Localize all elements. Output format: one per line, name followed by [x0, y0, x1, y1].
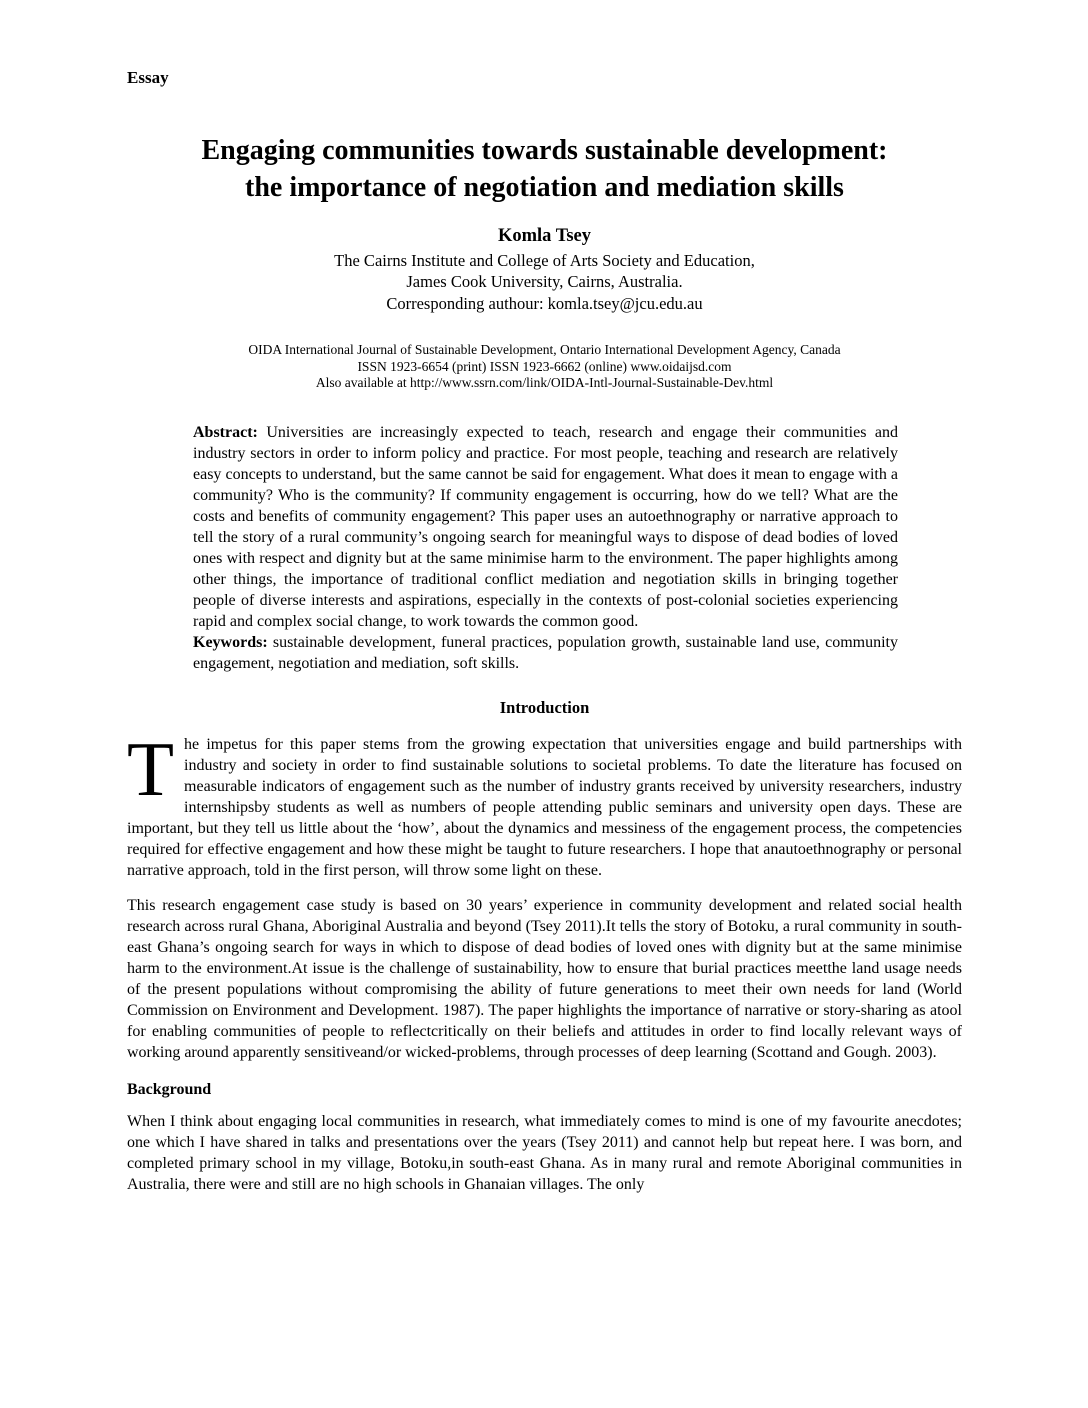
abstract-text: Universities are increasingly expected to teach, research and engage their communities and industry sectors in order to inform policy and practice. For most people, teaching and research are relatively easy concepts to understand, but the same cannot be said for engagement. What does it mean to engage with a community? Who is the community? If community engagement is occurring, how do we tell? What are the costs and benefits of community engagement? This paper uses an autoethnography or narrative approach to tell the story of a rural community’s ongoing search for meaningful ways to dispose of dead bodies of loved ones with respect and dignity but at the same minimise harm to the environment. The paper highlights among other things, the importance of traditional conflict mediation and negotiation skills in bringing together people of diverse interests and aspirations, especially in the contexts of post-colonial societies experiencing rapid and complex social change, to work towards the common good.	[193, 423, 898, 630]
abstract-label: Abstract:	[193, 423, 258, 441]
introduction-heading: Introduction	[499, 697, 590, 717]
abstract-section	[193, 422, 898, 674]
journal-issn-line: ISSN 1923-6654 (print) ISSN 1923-6662 (online) www.oidaijsd.com	[357, 358, 732, 374]
corresponding-author-line: Corresponding authour: komla.tsey@jcu.edu.au	[386, 293, 703, 313]
keywords-text: sustainable development, funeral practices, population growth, sustainable land use, community engagement, negotiation and mediation, soft skills.	[193, 633, 898, 672]
author-block	[127, 226, 962, 314]
dropcap-letter: T	[127, 725, 175, 812]
affiliation-line2: James Cook University, Cairns, Australia.	[406, 272, 683, 291]
keywords-label: Keywords:	[193, 633, 268, 651]
background-heading: Background	[127, 1080, 212, 1098]
journal-name-line: OIDA International Journal of Sustainable Development, Ontario International Development Agency, Canada	[248, 342, 841, 357]
journal-availability-line: Also available at http://www.ssrn.com/link/OIDA-Intl-Journal-Sustainable-Dev.html	[315, 375, 774, 390]
abstract-paragraph	[193, 422, 898, 632]
category-label: Essay	[127, 68, 169, 87]
introduction-paragraph-2: This research engagement case study is based on 30 years’ experience in community development and related social health research across rural Ghana, Aboriginal Australia and beyond (Tsey 2011).It tells the story of Botoku, a rural community in south-east Ghana’s ongoing search for ways in which to dispose of dead bodies of loved ones with dignity but at the same minimise harm to the environment.At issue is the challenge of sustainability, how to ensure that burial practices meetthe land usage needs of the present populations without compromising the ability of future generations to meet their own needs for land (World Commission on Environment and Development. 1987). The paper highlights the importance of narrative or story-sharing as atool for enabling communities of people to reflectcritically on their beliefs and attitudes in order to find locally relevant ways of working around apparently sensitiveand/or wicked-problems, through processes of deep learning (Scottand and Gough. 2003).	[127, 896, 962, 1061]
background-paragraph-1: When I think about engaging local communities in research, what immediately comes to mind is one of my favourite anecdotes; one which I have shared in talks and presentations over the years (Tsey 2011) and cannot help but repeat here. I was born, and completed primary school in my village, Botoku,in south-east Ghana. As in many rural and remote Aboriginal communities in Australia, there were and still are no high schools in Ghanaian villages. The only	[127, 1112, 962, 1193]
paper-title-line2: the importance of negotiation and mediation skills	[245, 172, 844, 203]
journal-info-block	[127, 342, 962, 392]
paper-title-line1: Engaging communities towards sustainable development:	[201, 135, 888, 166]
keywords-paragraph	[193, 632, 898, 674]
paper-title	[127, 132, 962, 206]
author-name: Komla Tsey	[497, 226, 592, 246]
introduction-paragraph-1	[127, 725, 962, 881]
introduction-paragraph-1-text: he impetus for this paper stems from the growing expectation that universities engage and build partnerships with industry and society in order to find sustainable solutions to societal problems. To date the literature has focused on measurable indicators of engagement such as the number of industry grants received by university researchers, industry internshipsby students as well as numbers of people attending public seminars and university open days. These are important, but they tell us little about the ‘how’, about the dynamics and messiness of the engagement process, the competencies required for effective engagement and how these might be taught to future researchers. I hope that anautoethnography or personal narrative approach, told in the first person, will throw some light on these.	[127, 735, 962, 879]
affiliation-line1: The Cairns Institute and College of Arts Society and Education,	[334, 250, 755, 270]
